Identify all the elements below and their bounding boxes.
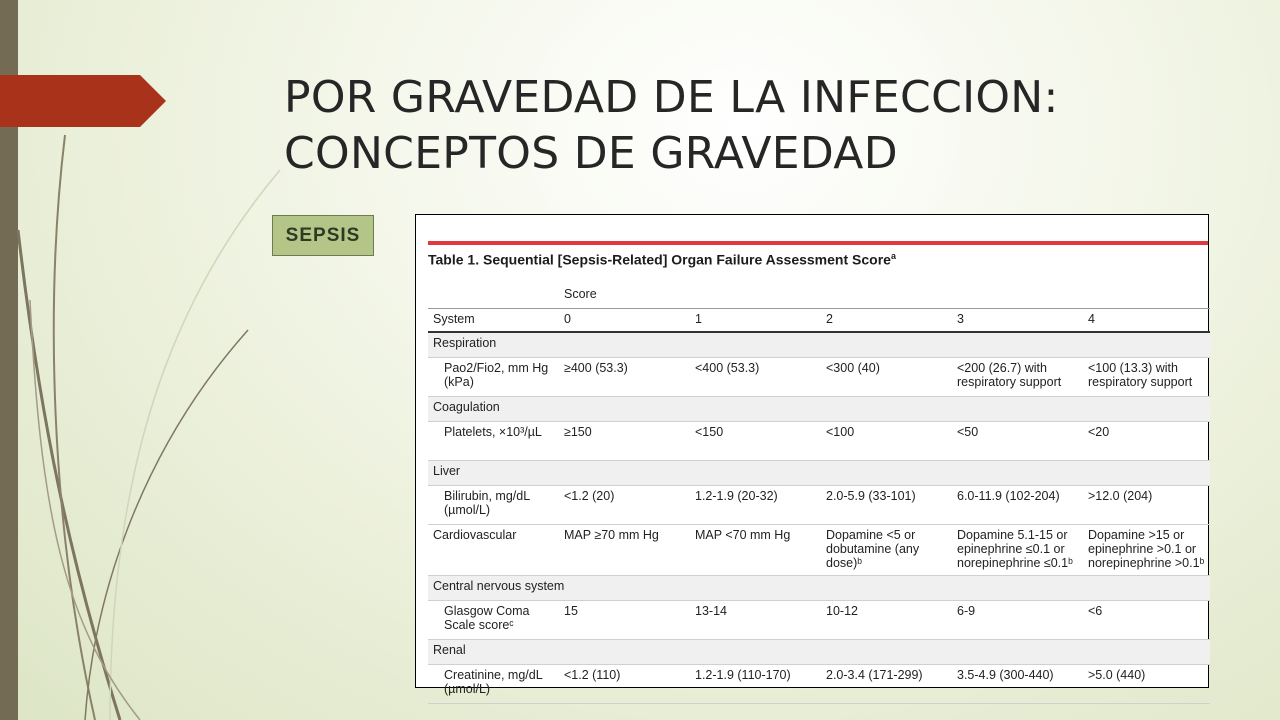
- table-cell: 6-9: [952, 601, 1083, 640]
- table-cell: <100: [821, 422, 952, 461]
- table-title-footnote: a: [890, 251, 896, 261]
- table-cell: 3.5-4.9 (300-440): [952, 665, 1083, 704]
- row-label: Cardiovascular: [428, 525, 559, 576]
- row-label: Pao2/Fio2, mm Hg (kPa): [428, 358, 559, 397]
- table-cell: 6.0-11.9 (102-204): [952, 486, 1083, 525]
- slide-title: POR GRAVEDAD DE LA INFECCION: CONCEPTOS DE GRAVEDAD: [284, 72, 1059, 179]
- system-label: Liver: [428, 461, 1210, 486]
- sofa-table: [428, 282, 1210, 704]
- column-header: 4: [1083, 309, 1210, 333]
- column-header: 0: [559, 309, 690, 333]
- sofa-table-image: [415, 214, 1209, 696]
- system-label: Renal: [428, 640, 1210, 665]
- table-row: [428, 601, 1210, 640]
- table-cell: Dopamine 5.1-15 or epinephrine ≤0.1 or norepinephrine ≤0.1ᵇ: [952, 525, 1083, 576]
- table-cell: <400 (53.3): [690, 358, 821, 397]
- table-cell: <20: [1083, 422, 1210, 461]
- table-row: [428, 397, 1210, 422]
- sepsis-badge: SEPSIS: [272, 215, 374, 256]
- table-cell: >12.0 (204): [1083, 486, 1210, 525]
- row-label: Glasgow Coma Scale scoreᶜ: [428, 601, 559, 640]
- table-row: [428, 640, 1210, 665]
- column-header: 2: [821, 309, 952, 333]
- system-label: Central nervous system: [428, 576, 1210, 601]
- table-cell: MAP ≥70 mm Hg: [559, 525, 690, 576]
- table-cell: <1.2 (110): [559, 665, 690, 704]
- table-cell: <50: [952, 422, 1083, 461]
- table-cell: ≥400 (53.3): [559, 358, 690, 397]
- table-row: [428, 576, 1210, 601]
- column-header: System: [428, 309, 559, 333]
- table-row: [428, 332, 1210, 358]
- table-cell: ≥150: [559, 422, 690, 461]
- system-label: Coagulation: [428, 397, 1210, 422]
- table-cell: <150: [690, 422, 821, 461]
- table-cell: 13-14: [690, 601, 821, 640]
- table-column-header-row: [428, 309, 1210, 333]
- table-cell: <200 (26.7) with respiratory support: [952, 358, 1083, 397]
- system-label: Respiration: [428, 332, 1210, 358]
- table-title: [428, 251, 896, 268]
- row-label: Platelets, ×10³/µL: [428, 422, 559, 461]
- column-header: 3: [952, 309, 1083, 333]
- table-cell: 15: [559, 601, 690, 640]
- table-cell: 1.2-1.9 (110-170): [690, 665, 821, 704]
- table-cell: 2.0-3.4 (171-299): [821, 665, 952, 704]
- table-row: [428, 665, 1210, 704]
- table-cell: <300 (40): [821, 358, 952, 397]
- table-cell: 1.2-1.9 (20-32): [690, 486, 821, 525]
- table-row: [428, 525, 1210, 576]
- table-cell: 10-12: [821, 601, 952, 640]
- table-cell: Dopamine >15 or epinephrine >0.1 or norepinephrine >0.1ᵇ: [1083, 525, 1210, 576]
- table-header-blank: [428, 282, 559, 309]
- table-row: [428, 486, 1210, 525]
- table-cell: >5.0 (440): [1083, 665, 1210, 704]
- row-label: Bilirubin, mg/dL (µmol/L): [428, 486, 559, 525]
- table-cell: <1.2 (20): [559, 486, 690, 525]
- table-red-rule: [428, 241, 1208, 245]
- table-cell: MAP <70 mm Hg: [690, 525, 821, 576]
- table-cell: <100 (13.3) with respiratory support: [1083, 358, 1210, 397]
- table-cell: 2.0-5.9 (33-101): [821, 486, 952, 525]
- title-accent-flag: [0, 75, 170, 129]
- row-label: Creatinine, mg/dL (µmol/L): [428, 665, 559, 704]
- table-title-text: Table 1. Sequential [Sepsis-Related] Organ Failure Assessment Score: [428, 251, 891, 268]
- table-score-header: Score: [564, 287, 597, 301]
- table-row: [428, 358, 1210, 397]
- table-cell: Dopamine <5 or dobutamine (any dose)ᵇ: [821, 525, 952, 576]
- column-header: 1: [690, 309, 821, 333]
- table-cell: <6: [1083, 601, 1210, 640]
- table-row: [428, 461, 1210, 486]
- table-row: [428, 422, 1210, 461]
